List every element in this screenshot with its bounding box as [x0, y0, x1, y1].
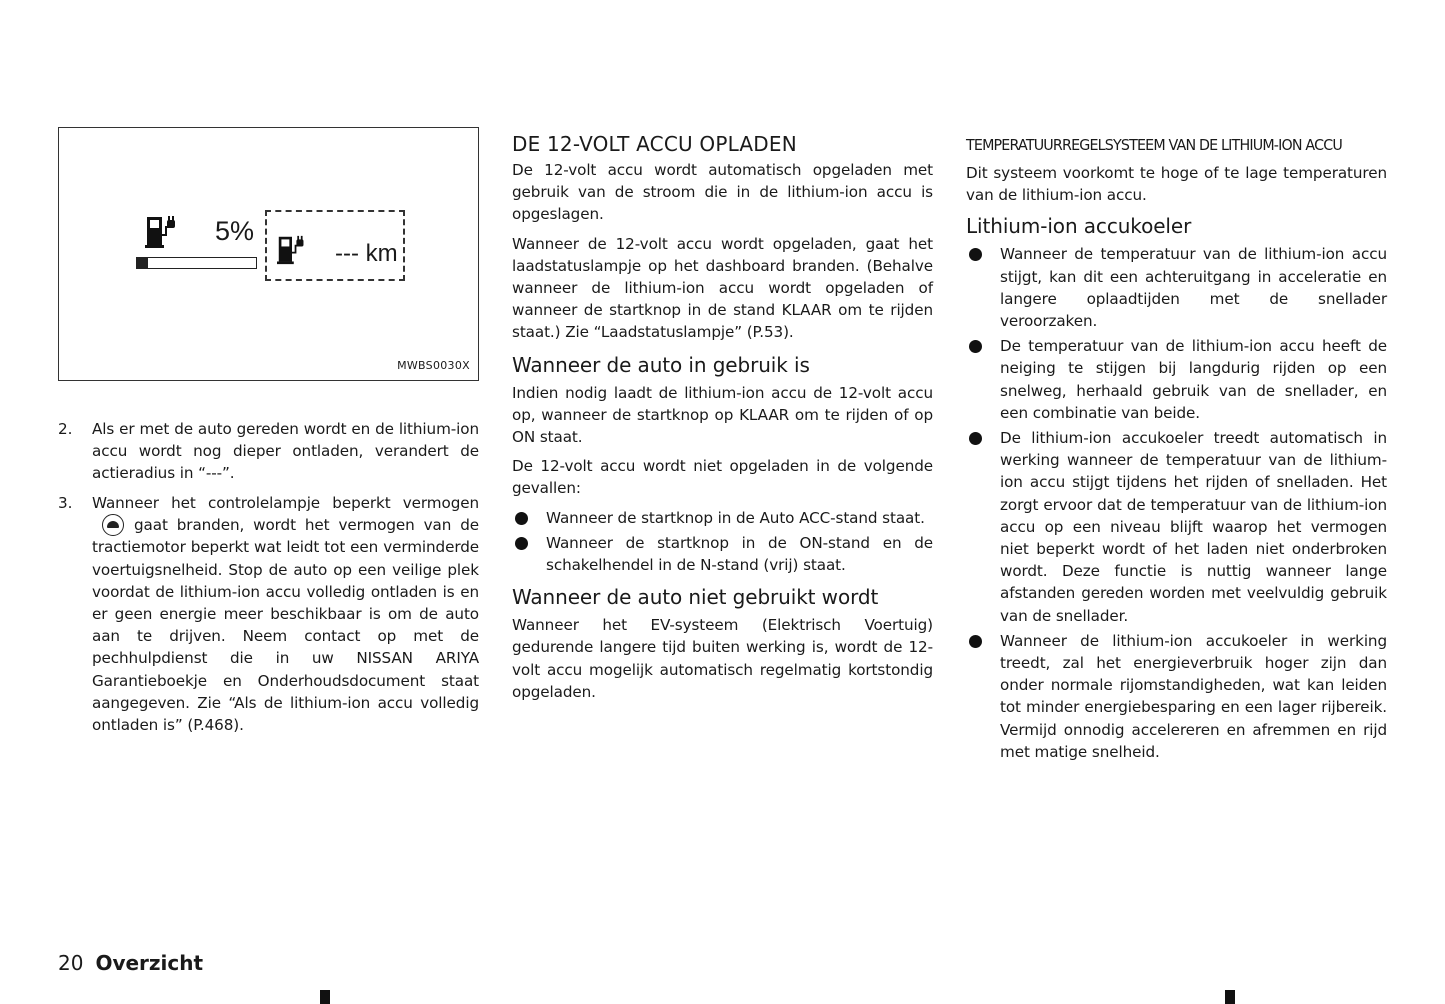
section-name: Overzicht [95, 951, 204, 975]
section-title: TEMPERATUURREGELSYSTEEM VAN DE LITHIUM-ION ACCU [966, 136, 1342, 154]
item-number: 2. [58, 420, 73, 438]
section-title: DE 12-VOLT ACCU OPLADEN [512, 132, 797, 156]
range-readout: --- km [335, 240, 398, 267]
paragraph: De 12-volt accu wordt niet opgeladen in de volgende gevallen: [512, 457, 933, 498]
range-box [265, 210, 405, 281]
crop-mark [1225, 990, 1235, 1004]
paragraph: Indien nodig laadt de lithium-ion accu de 12-volt accu op, wanneer de startknop op KLAAR om te rijden of op ON staat. [512, 383, 933, 447]
subheading: Lithium-ion accukoeler [966, 214, 1192, 239]
figure-code: MWBS0030X [397, 359, 470, 372]
item-number: 3. [58, 493, 73, 512]
bullet-item [966, 335, 1387, 424]
battery-display-figure [58, 127, 479, 381]
charge-percent: 5% [215, 216, 255, 246]
bullet-icon [515, 537, 528, 550]
left-column [58, 418, 479, 743]
charge-bar-fill [137, 258, 148, 268]
list-item [58, 492, 479, 737]
bullet-item [966, 427, 1387, 627]
bullet-item [966, 243, 1387, 332]
paragraph: Wanneer de 12-volt accu wordt opgeladen, gaat het laadstatuslampje op het dashboard branden. (Behalve wanneer de lithium-ion accu wordt opgeladen of wanneer de startknop in de stand KLAAR om te rijden staat.) Zie “Laadstatuslampje” (P.53). [512, 234, 933, 342]
crop-mark [320, 990, 330, 1004]
ev-charge-icon [145, 215, 179, 249]
bullet-text: De temperatuur van de lithium-ion accu heeft de neiging te stijgen bij langdurig rijden op een snelweg, herhaald gebruik van de snellader, en een combinatie van beide. [1000, 337, 1387, 422]
bullet-icon [969, 340, 982, 353]
bullet-icon [969, 432, 982, 445]
item-text: gaat branden, wordt het vermogen van de tractiemotor beperkt wat leidt tot een verminderde voertuigsnelheid. Stop de auto op een veilige plek voordat de lithium-ion accu volledig ontladen is en er geen energie meer beschikbaar is om de auto aan te drijven. Neem contact op met de pechhulpdienst die in uw NISSAN ARIYA Garantieboekje en Onderhoudsdocument staat aangegeven. Zie “Als de lithium-ion accu volledig ontladen is” (P.468). [92, 515, 479, 734]
bullet-item [512, 507, 933, 529]
ev-charge-icon [277, 234, 307, 266]
bullet-icon [969, 248, 982, 261]
middle-column [512, 131, 933, 710]
paragraph: De 12-volt accu wordt automatisch opgeladen met gebruik van de stroom die in de lithium-ion accu is opgeslagen. [512, 161, 933, 224]
bullet-text: Wanneer de temperatuur van de lithium-ion accu stijgt, kan dit een achteruitgang in acceleratie en langere oplaadtijden met de snellader veroorzaken. [1000, 245, 1387, 331]
bullet-text: De lithium-ion accukoeler treedt automatisch in werking wanneer de temperatuur van de lithium-ion accu stijgt tijdens het rijden of snelladen. Het zorgt ervoor dat de temperatuur van de lithium-ion accu op een niveau blijft waarop het vermogen niet beperkt wordt of het laden niet onderbroken wordt. Deze functie is nuttig wanneer lange afstanden gereden worden met veelvuldig gebruik van de snellader. [1000, 429, 1387, 625]
item-text: Wanneer het controlelampje beperkt vermogen [92, 493, 479, 512]
bullet-text: Wanneer de lithium-ion accukoeler in werking treedt, zal het energieverbruik hoger zijn dan onder normale rijomstandigheden, wat kan leiden tot minder energiebesparing en een lager rijbereik. Vermijd onnodig accelereren en afremmen en rijd met matige snelheid. [1000, 631, 1387, 761]
list-item [58, 418, 479, 485]
bullet-icon [515, 512, 528, 525]
charge-bar [136, 257, 257, 269]
bullet-text: Wanneer de startknop in de Auto ACC-stand staat. [546, 508, 925, 527]
paragraph: Dit systeem voorkomt te hoge of te lage temperaturen van de lithium-ion accu. [966, 164, 1387, 205]
right-column [966, 134, 1387, 766]
paragraph: Wanneer het EV-systeem (Elektrisch Voertuig) gedurende langere tijd buiten werking is, wordt de 12-volt accu mogelijk automatisch regelmatig kortstondig opgeladen. [512, 616, 933, 701]
bullet-text: Wanneer de startknop in de ON-stand en de schakelhendel in de N-stand (vrij) staat. [546, 533, 933, 575]
turtle-warning-icon [102, 514, 124, 536]
subheading: Wanneer de auto niet gebruikt wordt [512, 585, 879, 610]
page-number: 20 [58, 951, 84, 975]
item-text: Als er met de auto gereden wordt en de lithium-ion accu wordt nog dieper ontladen, verandert de actieradius in “---”. [92, 420, 479, 483]
bullet-item [512, 532, 933, 576]
bullet-item [966, 630, 1387, 763]
page-footer [58, 951, 203, 975]
bullet-icon [969, 635, 982, 648]
subheading: Wanneer de auto in gebruik is [512, 352, 810, 377]
